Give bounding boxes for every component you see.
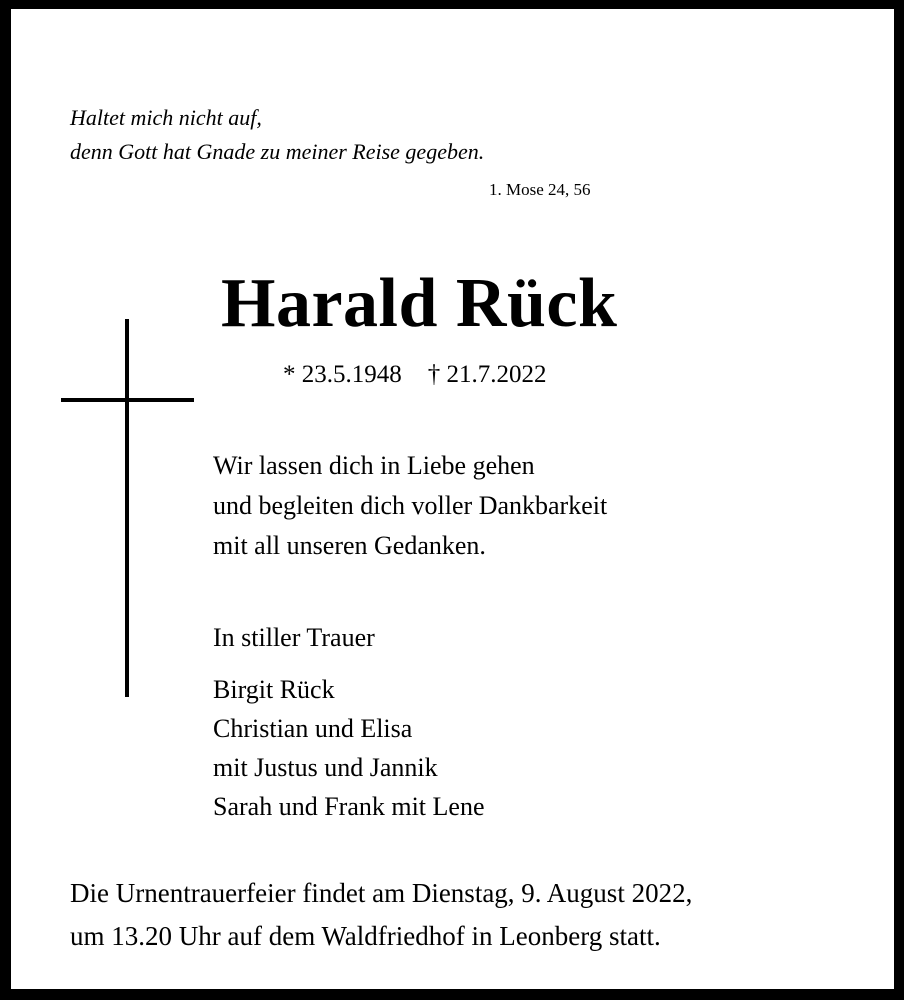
ceremony-line: um 13.20 Uhr auf dem Waldfriedhof in Leonberg statt.	[70, 921, 661, 951]
obituary-card	[11, 9, 894, 989]
birth-date: * 23.5.1948	[283, 361, 402, 388]
life-dates	[283, 361, 547, 389]
verse-line: Haltet mich nicht auf,	[70, 105, 262, 130]
bible-verse	[70, 101, 484, 169]
death-date: † 21.7.2022	[427, 361, 547, 388]
message-line: und begleiten dich voller Dankbarkeit	[213, 491, 608, 520]
cross-vertical-bar	[125, 319, 129, 697]
message-line: Wir lassen dich in Liebe gehen	[213, 451, 535, 480]
condolence-message	[213, 446, 607, 566]
mourners-list	[213, 670, 485, 826]
mourner: Christian und Elisa	[213, 714, 413, 743]
deceased-name: Harald Rück	[221, 265, 618, 342]
mourning-label: In stiller Trauer	[213, 623, 375, 652]
message-line: mit all unseren Gedanken.	[213, 531, 486, 560]
verse-reference: 1. Mose 24, 56	[489, 180, 591, 199]
cross-horizontal-bar	[61, 398, 194, 402]
ceremony-info	[70, 872, 692, 958]
ceremony-line: Die Urnentrauerfeier findet am Dienstag, 9. August 2022,	[70, 878, 693, 908]
mourner: mit Justus und Jannik	[213, 753, 438, 782]
mourner: Sarah und Frank mit Lene	[213, 792, 485, 821]
mourner: Birgit Rück	[213, 675, 335, 704]
verse-line: denn Gott hat Gnade zu meiner Reise gegeben.	[70, 139, 485, 164]
